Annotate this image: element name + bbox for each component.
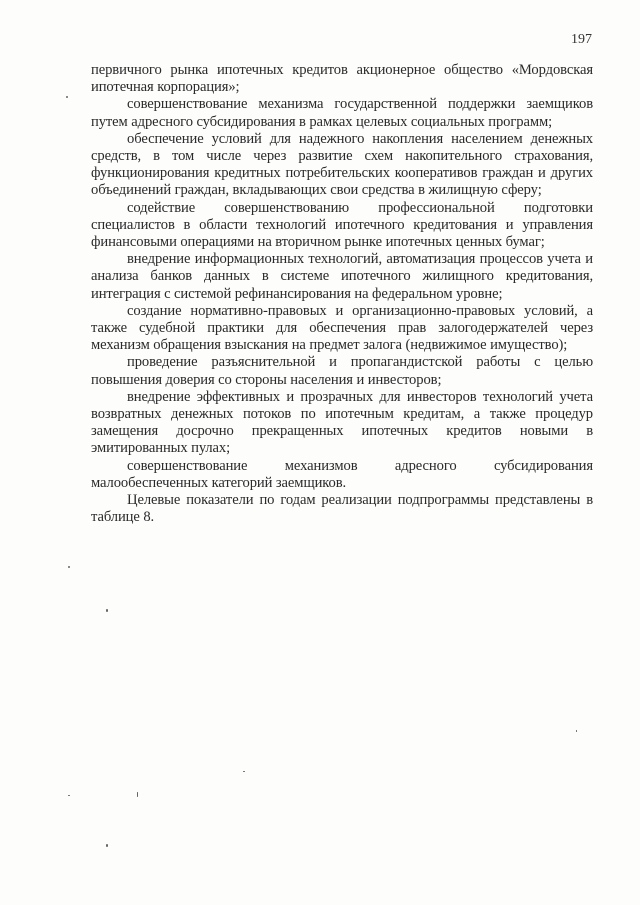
scan-speck	[68, 566, 70, 568]
document-body	[91, 62, 593, 526]
paragraph-state-support: совершенствование механизма государственной поддержки заемщиков путем адресного субсидирования в рамках целевых социальных программ;	[91, 96, 593, 130]
paragraph-outreach: проведение разъяснительной и пропагандистской работы с целью повышения доверия со стороны населения и инвесторов;	[91, 354, 593, 388]
scan-speck	[68, 795, 70, 796]
paragraph-training: содействие совершенствованию профессиональной подготовки специалистов в области технологий ипотечного кредитования и управления финансовыми операциями на вторичном рынке ипотечных ценных бумаг;	[91, 199, 593, 251]
paragraph-it: внедрение информационных технологий, автоматизация процессов учета и анализа банков данных в системе ипотечного жилищного кредитования, интеграция с системой рефинансирования на федеральном уровне;	[91, 251, 593, 302]
scan-speck	[576, 730, 577, 732]
paragraph-technologies: внедрение эффективных и прозрачных для инвесторов технологий учета возвратных денежных потоков по ипотечным кредитам, а также процедур замещения досрочно прекращенных ипотечных кредитов новыми в эмитированных пулах;	[91, 388, 593, 457]
scan-speck	[243, 771, 245, 772]
paragraph-subsidies: совершенствование механизмов адресного субсидирования малообеспеченных категорий заемщиков.	[91, 457, 593, 491]
paragraph-savings: обеспечение условий для надежного накопления населением денежных средств, в том числе через развитие схем накопительного страхования, функционирования кредитных потребительских кооперативов граждан и других объединений граждан, вкладывающих свои средства в жилищную сферу;	[91, 130, 593, 199]
paragraph-targets: Целевые показатели по годам реализации подпрограммы представлены в таблице 8.	[91, 492, 593, 526]
paragraph-continuation: первичного рынка ипотечных кредитов акционерное общество «Мордовская ипотечная корпорация»;	[91, 62, 593, 96]
paragraph-legal: создание нормативно-правовых и организационно-правовых условий, а также судебной практики для обеспечения прав залогодержателей через механизм обращения взыскания на предмет залога (недвижимое имущество);	[91, 302, 593, 354]
scan-speck	[66, 96, 68, 98]
page-number: 197	[571, 32, 592, 47]
scan-speck	[106, 609, 108, 612]
scan-speck	[106, 844, 108, 847]
scan-speck	[137, 792, 138, 797]
